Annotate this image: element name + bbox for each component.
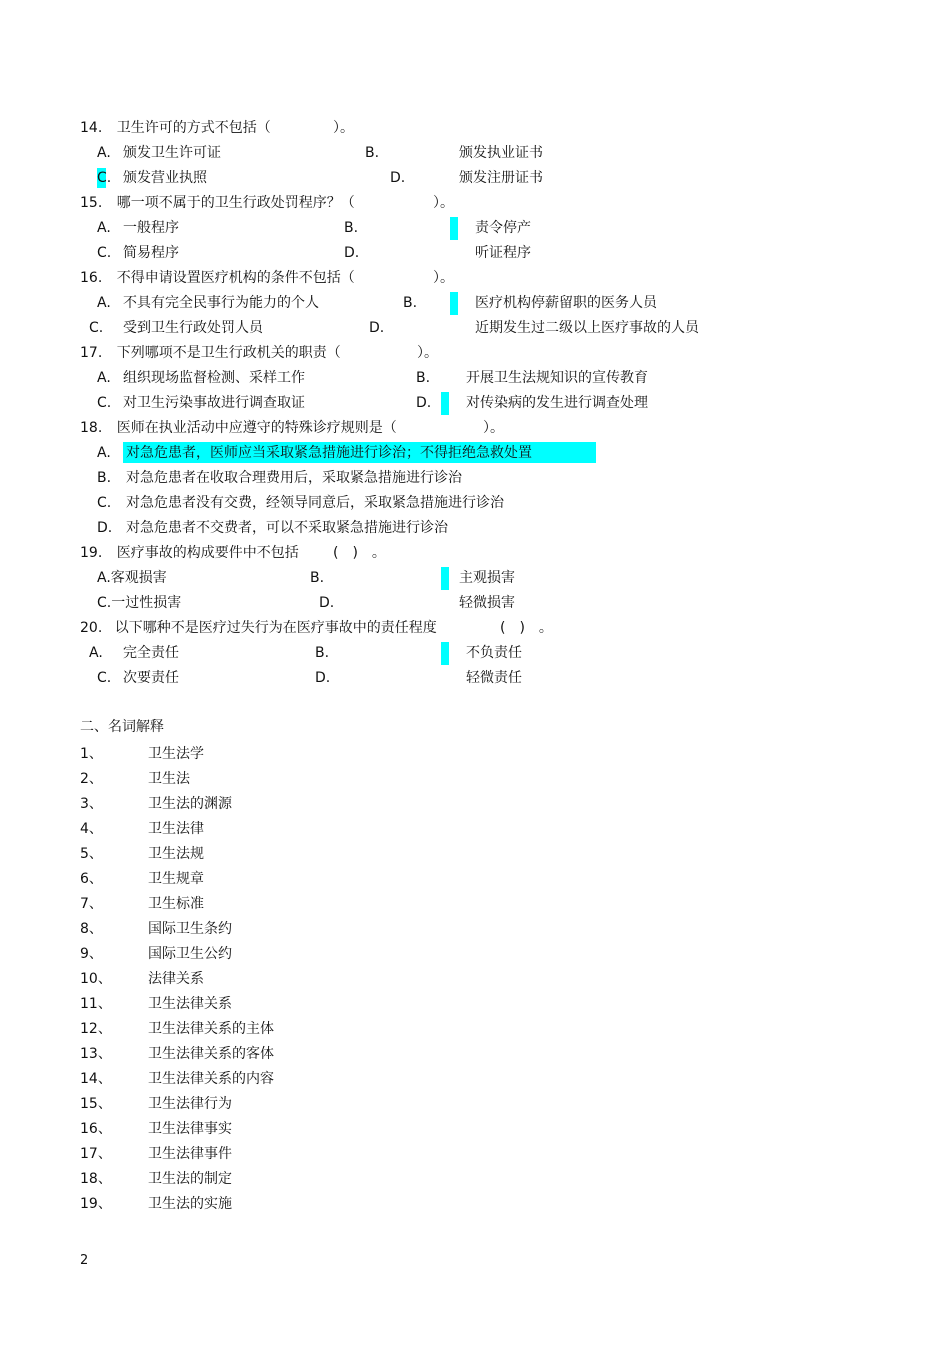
option-b: 不负责任: [466, 645, 522, 661]
term-text: 卫生法律事实: [148, 1121, 232, 1137]
option-a-label: A.: [97, 445, 111, 461]
option-a: 颁发卫生许可证: [123, 145, 221, 161]
question-number: 17.: [80, 345, 103, 361]
question-text: 不得申请设置医疗机构的条件不包括（: [116, 270, 355, 286]
answer-highlight-marker: [441, 567, 449, 590]
option-d-label: D.: [97, 520, 113, 536]
option-a-label: A.: [89, 645, 103, 661]
option-a-line: [97, 569, 167, 587]
term-text: 卫生法律关系的内容: [148, 1071, 274, 1087]
page-number: 2: [80, 1253, 89, 1268]
term-text: 卫生法律关系的客体: [148, 1046, 274, 1062]
option-b: 颁发执业证书: [459, 145, 543, 161]
term-text: 卫生法学: [148, 746, 204, 762]
option-b-label: B.: [310, 570, 325, 586]
option-a: 对急危患者，医师应当采取紧急措施进行诊治；不得拒绝急救处置: [126, 445, 532, 461]
term-number: 17、: [80, 1146, 112, 1162]
option-d-label: D.: [416, 395, 432, 411]
question-20: [80, 619, 437, 637]
option-b: 主观损害: [459, 570, 515, 586]
term-text: 法律关系: [148, 971, 204, 987]
question-14: [80, 119, 271, 137]
section-title: 二、名词解释: [80, 719, 164, 735]
option-a-label: A.: [97, 570, 111, 586]
question-text: 医师在执业活动中应遵守的特殊诊疗规则是（: [116, 420, 397, 436]
term-text: 卫生法律行为: [148, 1096, 232, 1112]
option-b-label: B.: [365, 145, 380, 161]
option-d-label: D.: [369, 320, 385, 336]
term-number: 16、: [80, 1121, 112, 1137]
option-a: 客观损害: [110, 570, 167, 586]
term-number: 5、: [80, 846, 103, 862]
option-b-label: B.: [403, 295, 418, 311]
term-number: 11、: [80, 996, 112, 1012]
option-c: 简易程序: [123, 245, 179, 261]
option-a-label: A.: [97, 145, 111, 161]
option-c-label: C.: [97, 395, 112, 411]
term-number: 7、: [80, 896, 103, 912]
question-number: 16.: [80, 270, 103, 286]
question-bracket-close: ）。: [417, 345, 438, 361]
question-number: 14.: [80, 120, 103, 136]
term-number: 14、: [80, 1071, 112, 1087]
term-text: 卫生标准: [148, 896, 204, 912]
option-b-label: B.: [315, 645, 330, 661]
question-number: 18.: [80, 420, 103, 436]
term-text: 卫生法的渊源: [148, 796, 232, 812]
term-number: 12、: [80, 1021, 112, 1037]
option-d-label: D.: [319, 595, 335, 611]
option-b: 责令停产: [475, 220, 531, 236]
option-d: 对急危患者不交费者，可以不采取紧急措施进行诊治: [126, 520, 448, 536]
term-text: 卫生法律事件: [148, 1146, 232, 1162]
term-number: 15、: [80, 1096, 112, 1112]
term-number: 18、: [80, 1171, 112, 1187]
option-d: 近期发生过二级以上医疗事故的人员: [475, 320, 699, 336]
term-text: 卫生法律关系的主体: [148, 1021, 274, 1037]
question-text: 以下哪种不是医疗过失行为在医疗事故中的责任程度: [114, 620, 437, 636]
option-c-label: C.: [97, 495, 112, 511]
term-number: 1、: [80, 746, 103, 762]
term-text: 卫生法: [148, 771, 190, 787]
term-number: 4、: [80, 821, 103, 837]
question-bracket-close: ( ) 。: [500, 620, 553, 636]
answer-highlight-marker: [450, 292, 458, 315]
option-c-label: C.: [97, 245, 112, 261]
question-19: [80, 544, 299, 562]
term-number: 2、: [80, 771, 103, 787]
term-number: 3、: [80, 796, 103, 812]
question-17: [80, 344, 341, 362]
term-text: 卫生法律关系: [148, 996, 232, 1012]
question-bracket-close: ）。: [333, 120, 354, 136]
option-d: 轻微损害: [459, 595, 515, 611]
question-text: 医疗事故的构成要件中不包括: [116, 545, 299, 561]
term-number: 13、: [80, 1046, 112, 1062]
answer-highlight-marker: [441, 392, 449, 415]
term-number: 19、: [80, 1196, 112, 1212]
question-bracket-close: ）。: [433, 195, 454, 211]
question-number: 19.: [80, 545, 103, 561]
question-text: 下列哪项不是卫生行政机关的职责（: [116, 345, 341, 361]
question-text: 卫生许可的方式不包括（: [116, 120, 271, 136]
option-c: 颁发营业执照: [123, 170, 207, 186]
option-b-label: B.: [416, 370, 431, 386]
question-bracket-close: ( ) 。: [333, 545, 386, 561]
question-18: [80, 419, 397, 437]
question-16: [80, 269, 355, 287]
option-d-label: D.: [315, 670, 331, 686]
option-b: 对急危患者在收取合理费用后，采取紧急措施进行诊治: [126, 470, 462, 486]
answer-highlight-marker: [441, 642, 449, 665]
term-text: 卫生规章: [148, 871, 204, 887]
option-c-label: C.: [89, 320, 104, 336]
option-c-label: C.: [97, 170, 112, 186]
term-number: 8、: [80, 921, 103, 937]
option-a: 不具有完全民事行为能力的个人: [123, 295, 319, 311]
option-c: 次要责任: [123, 670, 179, 686]
term-number: 10、: [80, 971, 112, 987]
question-15: [80, 194, 355, 212]
option-a: 完全责任: [123, 645, 179, 661]
option-d: 听证程序: [475, 245, 531, 261]
option-a-label: A.: [97, 295, 111, 311]
option-b: 医疗机构停薪留职的医务人员: [475, 295, 657, 311]
option-d-label: D.: [344, 245, 360, 261]
option-c: 对卫生污染事故进行调查取证: [123, 395, 305, 411]
term-number: 9、: [80, 946, 103, 962]
question-bracket-close: ）。: [483, 420, 504, 436]
term-text: 卫生法的实施: [148, 1196, 232, 1212]
option-a-label: A.: [97, 370, 111, 386]
option-c-line: [97, 594, 181, 612]
option-d: 轻微责任: [466, 670, 522, 686]
question-number: 15.: [80, 195, 103, 211]
term-text: 卫生法规: [148, 846, 204, 862]
option-c: 受到卫生行政处罚人员: [123, 320, 263, 336]
option-a: 组织现场监督检测、采样工作: [123, 370, 305, 386]
option-a-label: A.: [97, 220, 111, 236]
option-b: 开展卫生法规知识的宣传教育: [466, 370, 648, 386]
term-text: 卫生法的制定: [148, 1171, 232, 1187]
term-text: 国际卫生公约: [148, 946, 232, 962]
option-c-label: C.: [97, 670, 112, 686]
question-number: 20.: [80, 620, 103, 636]
option-a: 一般程序: [123, 220, 179, 236]
term-text: 卫生法律: [148, 821, 204, 837]
option-d-label: D.: [390, 170, 406, 186]
term-number: 6、: [80, 871, 103, 887]
answer-highlight-marker: [450, 217, 458, 240]
option-b-label: B.: [344, 220, 359, 236]
term-text: 国际卫生条约: [148, 921, 232, 937]
question-text: 哪一项不属于的卫生行政处罚程序？（: [116, 195, 355, 211]
option-d: 颁发注册证书: [459, 170, 543, 186]
option-c: 对急危患者没有交费，经领导同意后，采取紧急措施进行诊治: [126, 495, 504, 511]
option-c-label: C.: [97, 595, 112, 611]
option-d: 对传染病的发生进行调查处理: [466, 395, 648, 411]
question-bracket-close: ）。: [433, 270, 454, 286]
option-c: 一过性损害: [111, 595, 182, 611]
option-b-label: B.: [97, 470, 112, 486]
